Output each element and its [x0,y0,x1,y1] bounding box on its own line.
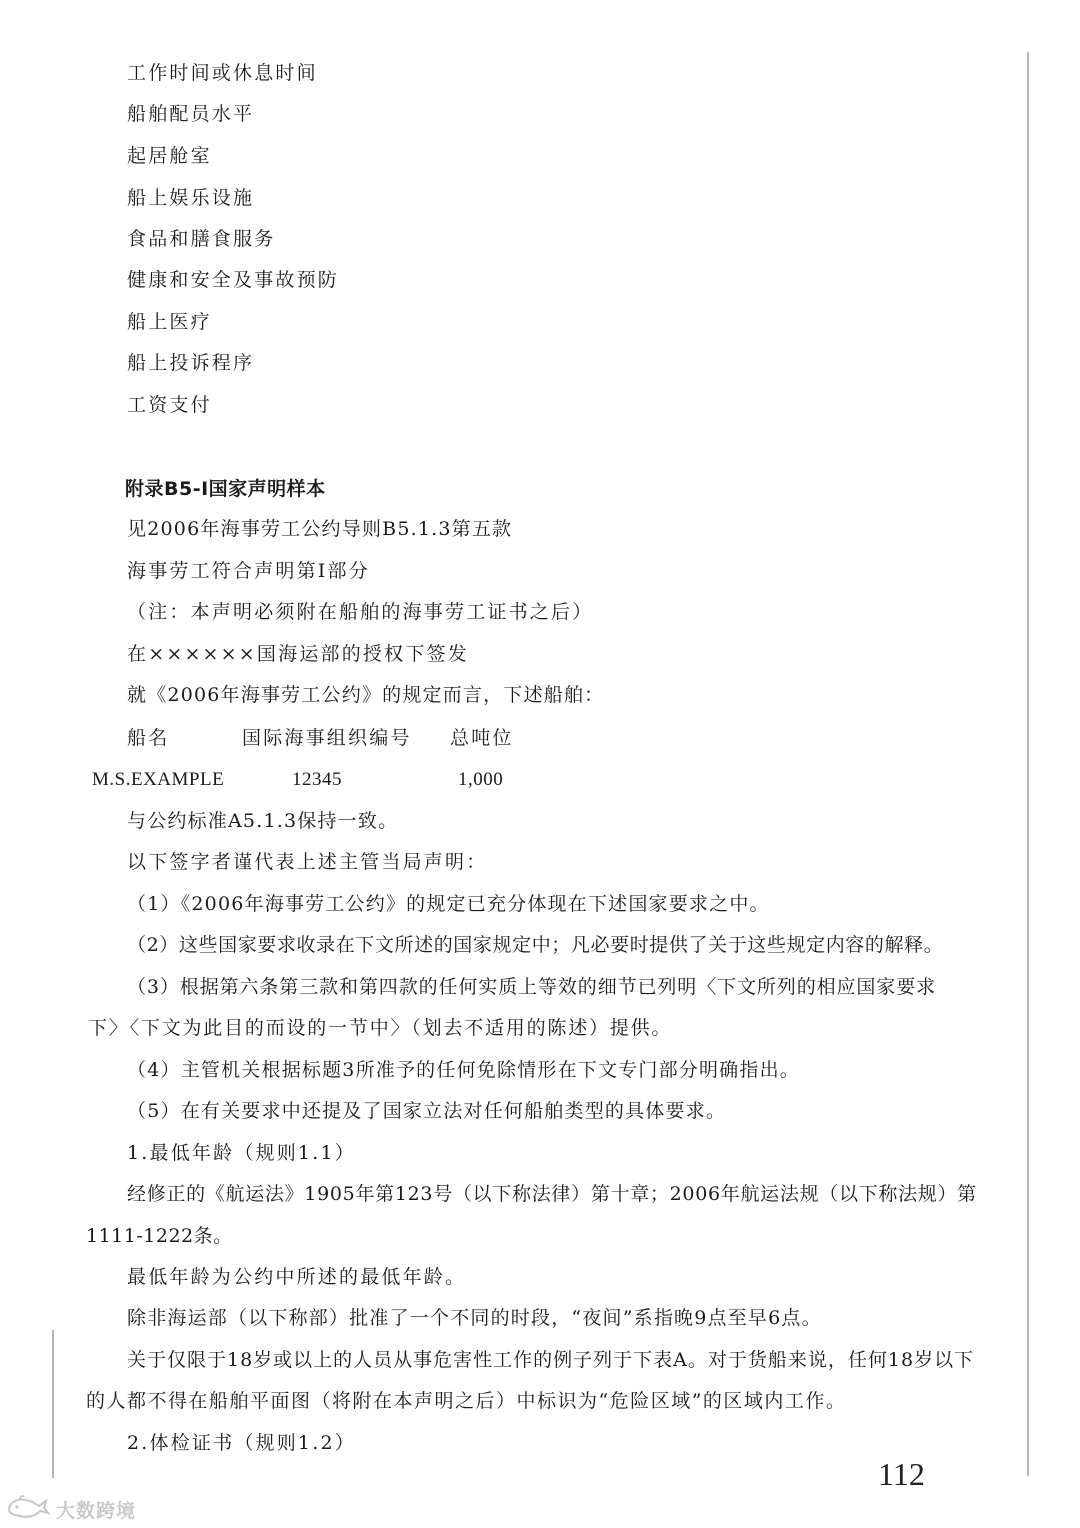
paragraph-line: 与公约标准A5.1.3保持一致。 [127,810,399,832]
table-cell-imo-number: 12345 [292,769,342,790]
right-margin-rule [1027,52,1029,1476]
appendix-heading: 附录B5-Ⅰ国家声明样本 [125,478,326,500]
paragraph-line: （5）在有关要求中还提及了国家立法对任何船舶类型的具体要求。 [127,1100,727,1122]
list-item: 工作时间或休息时间 [127,62,318,84]
list-item: 健康和安全及事故预防 [127,269,340,291]
paragraph-line: （4）主管机关根据标题3所准予的任何免除情形在下文专门部分明确指出。 [127,1059,800,1081]
paragraph-line: 下〉〈下文为此目的而设的一节中〉（划去不适用的陈述）提供。 [88,1017,673,1039]
list-item: 船上娱乐设施 [127,187,255,209]
paragraph-line: （2）这些国家要求收录在下文所述的国家规定中；凡必要时提供了关于这些规定内容的解释。 [127,934,944,956]
paragraph-line: （注：本声明必须附在船舶的海事劳工证书之后） [127,601,594,623]
paragraph-line: 的人都不得在船舶平面图（将附在本声明之后）中标识为“危险区域”的区域内工作。 [86,1390,847,1412]
table-cell-ship-name: M.S.EXAMPLE [92,769,225,790]
paragraph-line: 在××××××国海运部的授权下签发 [127,643,469,665]
paragraph-line: 除非海运部（以下称部）批准了一个不同的时段，“夜间”系指晚9点至早6点。 [127,1307,822,1329]
paragraph-line: 海事劳工符合声明第Ⅰ部分 [127,560,370,582]
watermark-text: 大数跨境 [56,1499,137,1522]
section-heading-minimum-age: 1.最低年龄（规则1.1） [127,1142,356,1164]
section-heading-medical-certificate: 2.体检证书（规则1.2） [127,1432,356,1454]
table-header-imo-number: 国际海事组织编号 [242,727,412,749]
list-item: 起居舱室 [127,145,212,167]
paragraph-line: 关于仅限于18岁或以上的人员从事危害性工作的例子列于下表A。对于货船来说，任何18岁以下 [127,1349,975,1371]
paragraph-line: 就《2006年海事劳工公约》的规定而言，下述船舶： [127,684,605,706]
page-number: 112 [878,1456,925,1492]
left-margin-rule [52,1330,54,1478]
paragraph-line: 最低年龄为公约中所述的最低年龄。 [127,1266,467,1288]
paragraph-line: （1）《2006年海事劳工公约》的规定已充分体现在下述国家要求之中。 [127,893,770,915]
watermark [6,1494,136,1524]
paragraph-line: 经修正的《航运法》1905年第123号（以下称法律）第十章；2006年航运法规（以下称法规）第 [127,1183,977,1205]
paragraph-line: 见2006年海事劳工公约导则B5.1.3第五款 [127,518,513,540]
table-cell-gross-tonnage: 1,000 [458,769,504,790]
list-item: 食品和膳食服务 [127,228,276,250]
paragraph-line: （3）根据第六条第三款和第四款的任何实质上等效的细节已列明〈下文所列的相应国家要求 [127,976,936,998]
paragraph-line: 1111-1222条。 [86,1225,233,1247]
table-header-ship-name: 船名 [127,727,170,749]
table-header-gross-tonnage: 总吨位 [450,727,514,749]
list-item: 船舶配员水平 [127,103,255,125]
whale-logo-icon [6,1494,50,1524]
list-item: 船上医疗 [127,311,212,333]
list-item: 工资支付 [127,394,212,416]
list-item: 船上投诉程序 [127,352,255,374]
paragraph-line: 以下签字者谨代表上述主管当局声明： [127,851,488,873]
